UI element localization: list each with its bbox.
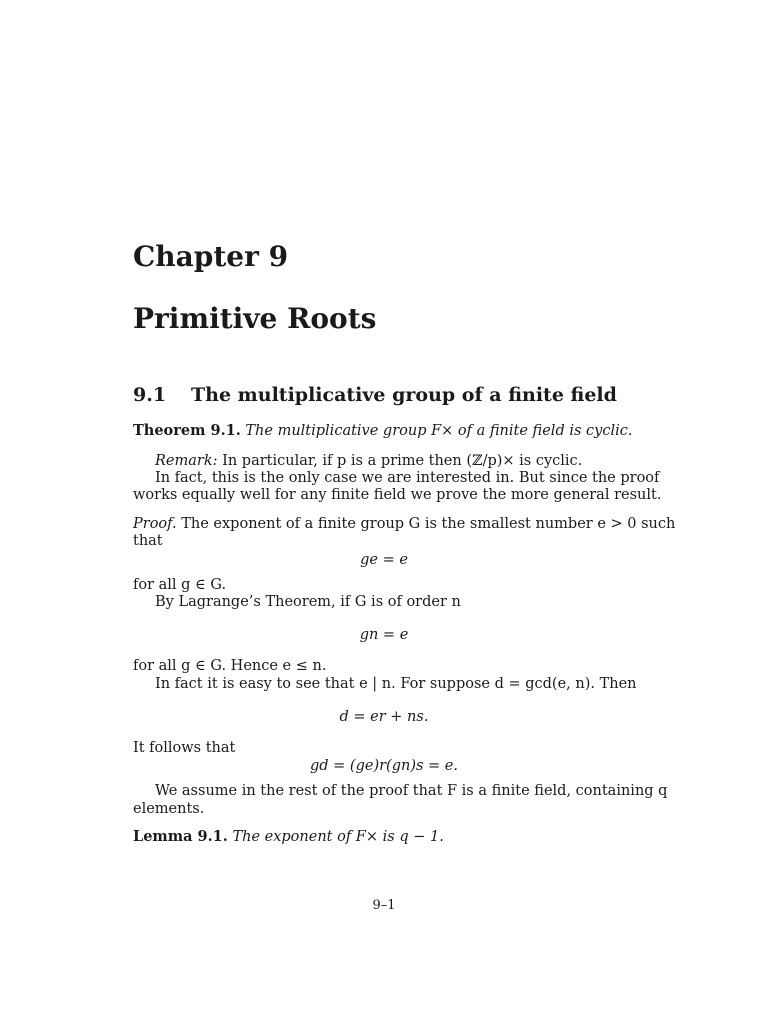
proof-line-6: In fact it is easy to see that e | n. For suppose d = gcd(e, n). Then	[155, 676, 637, 692]
equation-2: gn = e	[359, 627, 409, 643]
theorem	[133, 422, 632, 440]
proof-text-1: The exponent of a finite group G is the smallest number e > 0 such	[181, 516, 676, 532]
proof-label: Proof.	[133, 516, 177, 532]
lemma-text: The exponent of F× is q − 1.	[232, 829, 444, 845]
section-title: The multiplicative group of a finite field	[191, 384, 617, 406]
remark-text-1: In particular, if p is a prime then (ℤ/p)× is cyclic.	[222, 453, 583, 469]
theorem-text: The multiplicative group F× of a finite field is cyclic.	[245, 423, 633, 439]
proof-line-8: We assume in the rest of the proof that F is a finite field, containing q	[155, 783, 668, 799]
remark-label: Remark:	[155, 453, 218, 469]
equation-4: gd = (ge)r(gn)s = e.	[310, 758, 458, 774]
proof-line-5: for all g ∈ G. Hence e ≤ n.	[133, 658, 327, 674]
proof-line-4: By Lagrange’s Theorem, if G is of order n	[155, 594, 461, 610]
proof-line-7: It follows that	[133, 740, 236, 756]
proof-line-9: elements.	[133, 801, 205, 817]
chapter-label: Chapter 9	[133, 240, 289, 273]
theorem-label: Theorem 9.1.	[133, 422, 241, 439]
equation-1: ge = e	[360, 552, 408, 568]
chapter-title: Primitive Roots	[133, 302, 377, 335]
proof-line-3: for all g ∈ G.	[133, 577, 227, 593]
section-number: 9.1	[133, 384, 167, 406]
remark-line-1	[155, 452, 582, 470]
proof-line-1	[133, 515, 676, 533]
remark-line-2: In fact, this is the only case we are interested in. But since the proof	[155, 470, 660, 486]
equation-3: d = er + ns.	[339, 709, 429, 725]
lemma	[133, 828, 444, 846]
document-page	[133, 0, 676, 1024]
section-heading	[133, 384, 635, 406]
proof-line-2: that	[133, 533, 163, 549]
page-number: 9–1	[372, 898, 396, 913]
remark-line-3: works equally well for any finite field we prove the more general result.	[133, 487, 662, 503]
lemma-label: Lemma 9.1.	[133, 828, 228, 845]
